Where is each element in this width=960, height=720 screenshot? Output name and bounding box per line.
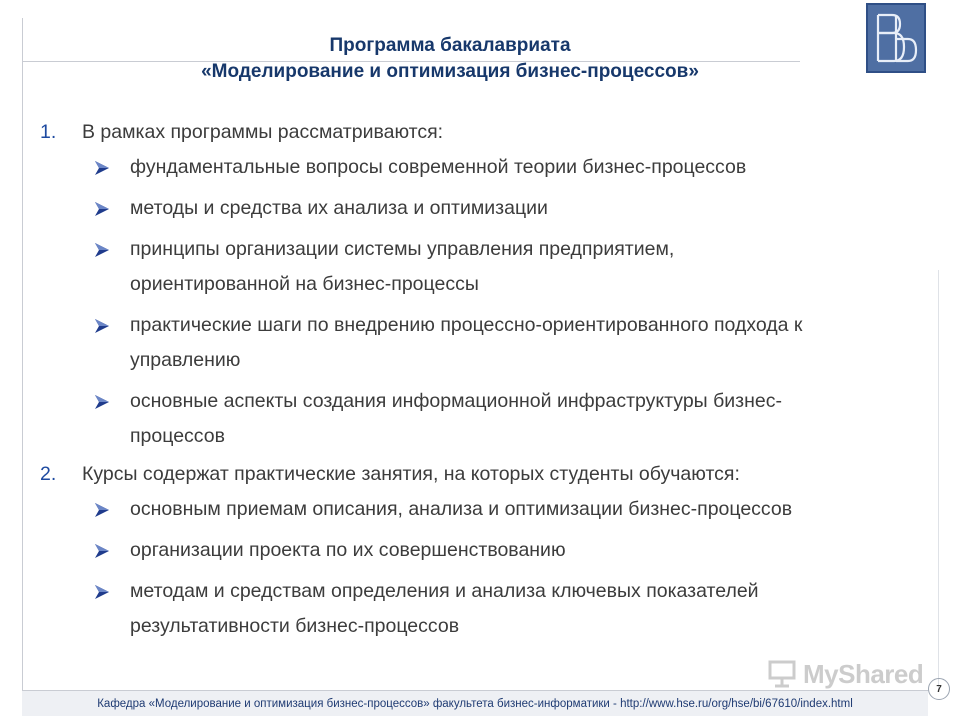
section-1-bullet-item bbox=[40, 384, 900, 454]
bullet-text-line: управлению bbox=[130, 349, 241, 371]
projector-icon bbox=[767, 660, 797, 688]
section-1-text: В рамках программы рассматриваются: bbox=[82, 121, 444, 143]
bullet-text-line: ориентированной на бизнес-процессы bbox=[130, 273, 479, 295]
bullet-text-line: практические шаги по внедрению процессно-ориентированного подхода к bbox=[130, 314, 803, 336]
watermark bbox=[767, 657, 923, 691]
title-line-1: Программа бакалавриата bbox=[329, 35, 571, 56]
arrow-bullet-icon bbox=[94, 394, 110, 410]
section-2-bullets bbox=[40, 492, 900, 644]
slide-title bbox=[130, 33, 770, 85]
section-1-bullets bbox=[40, 150, 900, 454]
right-rule bbox=[938, 270, 939, 690]
section-1-bullet-item bbox=[40, 191, 900, 226]
hse-logo-icon bbox=[866, 3, 926, 73]
bullet-text-line: результативности бизнес-процессов bbox=[130, 615, 460, 637]
bullet-text-line: организации проекта по их совершенствованию bbox=[130, 539, 566, 561]
arrow-bullet-icon bbox=[94, 318, 110, 334]
page-number: 7 bbox=[928, 678, 950, 700]
section-2-heading bbox=[40, 456, 900, 492]
arrow-bullet-icon bbox=[94, 160, 110, 176]
section-1-bullet-item bbox=[40, 232, 900, 302]
section-2-bullet-item bbox=[40, 533, 900, 568]
section-2-bullet-item bbox=[40, 574, 900, 644]
arrow-bullet-icon bbox=[94, 584, 110, 600]
section-2-number: 2. bbox=[40, 463, 57, 485]
arrow-bullet-icon bbox=[94, 502, 110, 518]
section-1-bullet-item bbox=[40, 150, 900, 185]
left-rule bbox=[22, 18, 23, 690]
footer: Кафедра «Моделирование и оптимизация бизнес-процессов» факультета бизнес-информатики - http://www.hse.ru/org/hse/bi/67610/index.html bbox=[22, 690, 928, 716]
section-1-heading bbox=[40, 114, 900, 150]
bullet-text-line: принципы организации системы управления предприятием, bbox=[130, 238, 675, 260]
section-1-number: 1. bbox=[40, 121, 57, 143]
bullet-text-line: методам и средствам определения и анализа ключевых показателей bbox=[130, 580, 759, 602]
bullet-text-line: основные аспекты создания информационной инфраструктуры бизнес- bbox=[130, 390, 782, 412]
bullet-text-line: процессов bbox=[130, 425, 225, 447]
section-1-bullet-item bbox=[40, 308, 900, 378]
arrow-bullet-icon bbox=[94, 242, 110, 258]
bullet-text-line: методы и средства их анализа и оптимизации bbox=[130, 197, 548, 219]
arrow-bullet-icon bbox=[94, 543, 110, 559]
bullet-text-line: основным приемам описания, анализа и оптимизации бизнес-процессов bbox=[130, 498, 793, 520]
title-line-2: «Моделирование и оптимизация бизнес-процессов» bbox=[201, 61, 699, 82]
bullet-text-line: фундаментальные вопросы современной теории бизнес-процессов bbox=[130, 156, 747, 178]
arrow-bullet-icon bbox=[94, 201, 110, 217]
hse-logo-mark bbox=[870, 7, 922, 69]
watermark-text: MyShared bbox=[803, 658, 924, 689]
section-2-bullet-item bbox=[40, 492, 900, 527]
content bbox=[40, 114, 900, 650]
section-2-text: Курсы содержат практические занятия, на которых студенты обучаются: bbox=[82, 463, 740, 485]
